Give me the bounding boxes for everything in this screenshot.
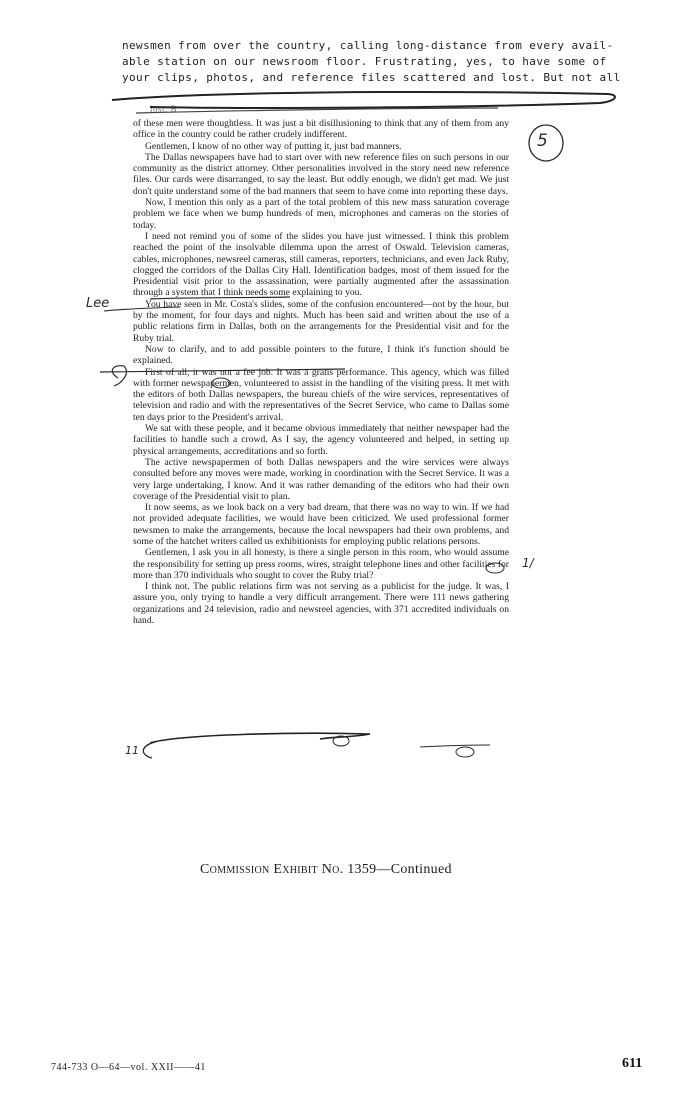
gentlemen-bracket	[150, 733, 370, 743]
paragraph: Gentlemen, I know of no other way of putting it, just bad manners.	[145, 140, 402, 152]
printer-code: 744-733 O—64—vol. XXII——41	[51, 1062, 206, 1073]
margin-mark-left: 11	[125, 744, 139, 757]
left-hook-mark	[112, 366, 126, 386]
circle-on-press-rooms	[456, 747, 474, 757]
typed-line: your clips, photos, and reference files scattered and lost. But not all	[122, 71, 621, 84]
paragraph: Now, I mention this only as a part of the total problem of this new mass saturation coverage problem we face when we bump hundreds of men, microphones and cameras on the stories of today.	[133, 197, 509, 231]
underline-i-think	[150, 297, 290, 299]
struck-fragment: lost. B	[150, 104, 178, 114]
circle-on-seen	[212, 378, 230, 388]
paragraph: We sat with these people, and it became obvious immediately that neither newspaper had the facilities to handle such a crowd. As I say, the agency volunteered and helped, in setting up physical arrangements, accreditations and so forth.	[133, 423, 509, 457]
exhibit-caption-prefix: Commission Exhibit No. 1359	[200, 862, 377, 877]
single-person-underline	[420, 745, 490, 747]
page-number: 611	[622, 1056, 643, 1071]
paragraph: The Dallas newspapers have had to start over with new reference files on such persons in our community as the district attorney. Other personalities involved in the story need new reference files. Our cards were disarranged, to say the least. But oddly enough, we didn't get mad. We just don't quite understand some of the bad manners that seem to have come into reporting these days.	[133, 151, 509, 197]
paragraph: It now seems, as we look back on a very bad dream, that there was no way to win. If we had not provided adequate facilities, we would have been criticized. We used professional former newsmen to make the arrangements, because the local newspapers had their own problems, and some of the hatchet writers called us exhibitionists for employing public relations persons.	[133, 502, 509, 547]
exhibit-caption-suffix: —Continued	[376, 862, 452, 877]
circled-page-number: 5	[537, 131, 548, 151]
paragraph: Now to clarify, and to add possible pointers to the future, I think it's function should be explained.	[133, 343, 509, 367]
paragraph: You have seen in Mr. Costa's slides, some of the confusion encountered—not by the hour, but by the moment, for four days and nights. Much has been said and written about the use of a public relations firm in Dallas, both on the arrangements for the Presidential visit and for the Ruby trial.	[133, 298, 509, 344]
margin-mark-right: 1/	[522, 556, 534, 570]
paragraph: First of all, it was not a fee job. It was a gratis performance. This agency, which was filled with former newspapermen, volunteered to assist in the handling of the visiting press. It met with the editors of both Dallas newspapers, the bureau chiefs of the wire services, representatives of television and radio and with the representatives of the Secret Service, who came to Dallas some ten days prior to the President's arrival.	[133, 366, 509, 423]
paragraph: The active newspapermen of both Dallas newspapers and the wire services were always consulted before any moves were made, working in coordination with the Secret Service. It was a very large undertaking, I know. And it was rather demanding of the editors who had their own coverage of the Presidential visit to plan.	[133, 456, 509, 502]
typed-line: newsmen from over the country, calling long-distance from every avail-	[122, 39, 614, 52]
system-underline	[100, 369, 345, 372]
gentlemen-left-arc	[143, 742, 155, 758]
circle-around-five	[529, 125, 563, 161]
paragraph: Gentlemen, I ask you in all honesty, is there a single person in this room, who would assume the responsibility for setting up press rooms, wires, straight telephone lines and other facilities for more than 370 individuals who sought to cover the Ruby trial?	[133, 547, 509, 581]
circle-on-say	[486, 563, 504, 573]
paragraph: I think not. The public relations firm was not serving as a publicist for the judge. It was, I assure you, only trying to handle a very difficult arrangement. There were 111 news gathering organizations and 24 television, radio and newsreel agencies, with 371 accredited individuals on hand.	[133, 581, 509, 627]
insert-bracket-line	[112, 92, 615, 108]
typed-line: able station on our newsroom floor. Frustrating, yes, to have some of	[122, 55, 607, 68]
paragraph: I need not remind you of some of the slides you have just witnessed. I think this problem reached the point of the insolvable dilemma upon the arrest of Oswald. Television cameras, cables, microphones, newsreel cameras, still cameras, reporters, technicians, and even Jack Ruby, clogged the corridors of the Dallas City Hall. Identification badges, most of them issued for the Presidential visit prior to the assassination, were partially augmented after the assassination through a system that I think needs some explaining to you.	[133, 230, 509, 299]
lee-pointer-line	[104, 307, 180, 311]
paragraph: of these men were thoughtless. It was just a bit disillusioning to think that any of them from any office in the country could be rather crudely indifferent.	[133, 118, 509, 141]
margin-name-note: Lee	[86, 296, 110, 311]
